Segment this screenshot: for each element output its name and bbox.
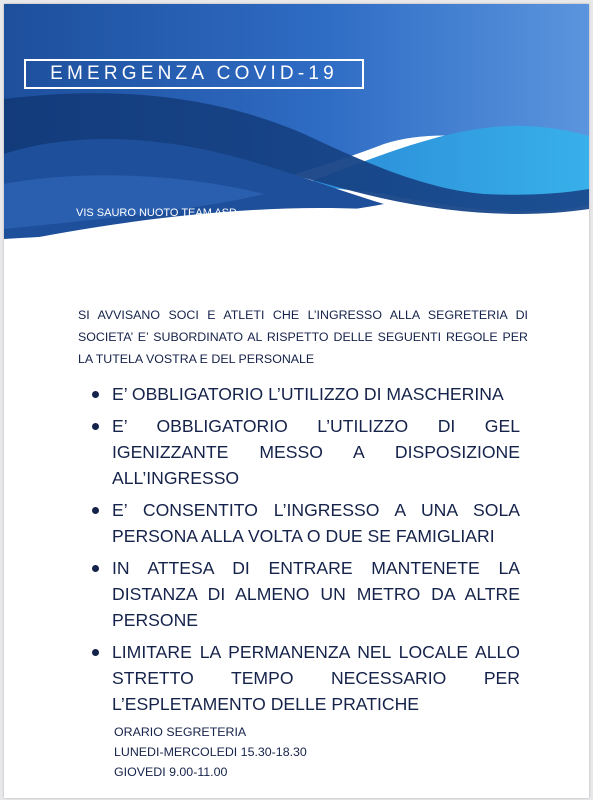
office-hours-title: ORARIO SEGRETERIA [114,725,247,739]
bullet-icon [92,565,99,572]
page-title: EMERGENZA COVID-19 [24,59,364,89]
bullet-icon [92,423,99,430]
office-hours-line: LUNEDI-MERCOLEDI 15.30-18.30 [114,745,307,759]
list-item [88,497,520,549]
rule-text: IN ATTESA DI ENTRARE MANTENETE LA DISTANZA DI ALMENO UN METRO DA ALTRE PERSONE [112,558,520,630]
list-item [88,555,520,633]
organization-name: VIS SAURO NUOTO TEAM ASD [76,207,237,219]
rule-text: E’ CONSENTITO L’INGRESSO A UNA SOLA PERSONA ALLA VOLTA O DUE SE FAMIGLIARI [112,500,520,546]
office-hours [114,722,307,782]
rule-text: E’ OBBLIGATORIO L’UTILIZZO DI GEL IGENIZZANTE MESSO A DISPOSIZIONE ALL’INGRESSO [112,416,520,488]
bullet-icon [92,649,99,656]
rule-text: LIMITARE LA PERMANENZA NEL LOCALE ALLO STRETTO TEMPO NECESSARIO PER L’ESPLETAMENTO DELLE PRATICHE [112,642,520,714]
bullet-icon [92,507,99,514]
notice-page [4,4,589,798]
office-hours-line: GIOVEDI 9.00-11.00 [114,765,228,779]
rules-list [88,381,520,723]
intro-paragraph: SI AVVISANO SOCI E ATLETI CHE L’INGRESSO ALLA SEGRETERIA DI SOCIETA’ E’ SUBORDINATO AL RISPETTO DELLE SEGUENTI REGOLE PER LA TUTELA VOSTRA E DEL PERSONALE [78,308,528,366]
rule-text: E’ OBBLIGATORIO L’UTILIZZO DI MASCHERINA [112,384,504,404]
list-item [88,639,520,717]
bullet-icon [92,391,99,398]
list-item [88,413,520,491]
list-item [88,381,520,407]
